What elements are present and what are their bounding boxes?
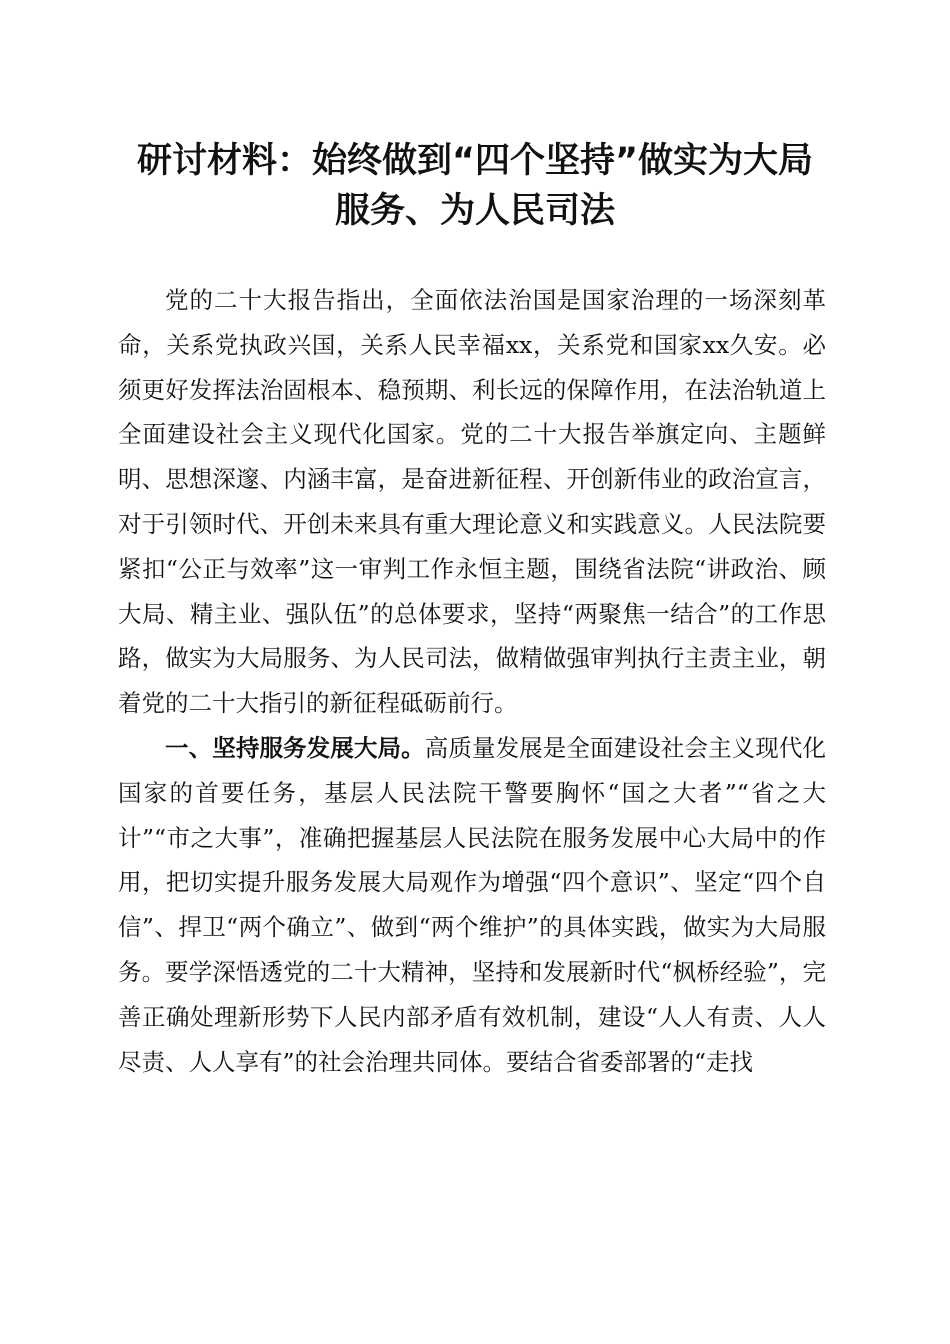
section-1-text: 高质量发展是全面建设社会主义现代化国家的首要任务，基层人民法院干警要胸怀“国之大者”“省之大计”“市之大事”，准确把握基层人民法院在服务发展中心大局中的作用，把切实提升服务发展大局观作为增强“四个意识”、坚定“四个自信”、捍卫“两个确立”、做到“两个维护”的具体实践，做实为大局服务。要学深悟透党的二十大精神，坚持和发展新时代“枫桥经验”，完善正确处理新形势下人民内部矛盾有效机制，建设“人人有责、人人尽责、人人享有”的社会治理共同体。要结合省委部署的“走找 <box>118 733 827 1076</box>
intro-paragraph: 党的二十大报告指出，全面依法治国是国家治理的一场深刻革命，关系党执政兴国，关系人民幸福xx，关系党和国家xx久安。必须更好发挥法治固根本、稳预期、利长远的保障作用，在法治轨道上全面建设社会主义现代化国家。党的二十大报告举旗定向、主题鲜明、思想深邃、内涵丰富，是奋进新征程、开创新伟业的政治宣言，对于引领时代、开创未来具有重大理论意义和实践意义。人民法院要紧扣“公正与效率”这一审判工作永恒主题，围绕省法院“讲政治、顾大局、精主业、强队伍”的总体要求，坚持“两聚焦一结合”的工作思路，做实为大局服务、为人民司法，做精做强审判执行主责主业，朝着党的二十大指引的新征程砥砺前行。 <box>118 286 826 718</box>
document-body <box>118 278 826 1084</box>
title-line-2: 服务、为人民司法 <box>334 191 615 231</box>
section-1-paragraph <box>118 726 826 1084</box>
section-1-heading: 一、坚持服务发展大局。 <box>165 733 425 762</box>
document-title <box>100 136 850 236</box>
title-line-1: 研讨材料：始终做到“四个坚持”做实为大局 <box>136 141 813 181</box>
